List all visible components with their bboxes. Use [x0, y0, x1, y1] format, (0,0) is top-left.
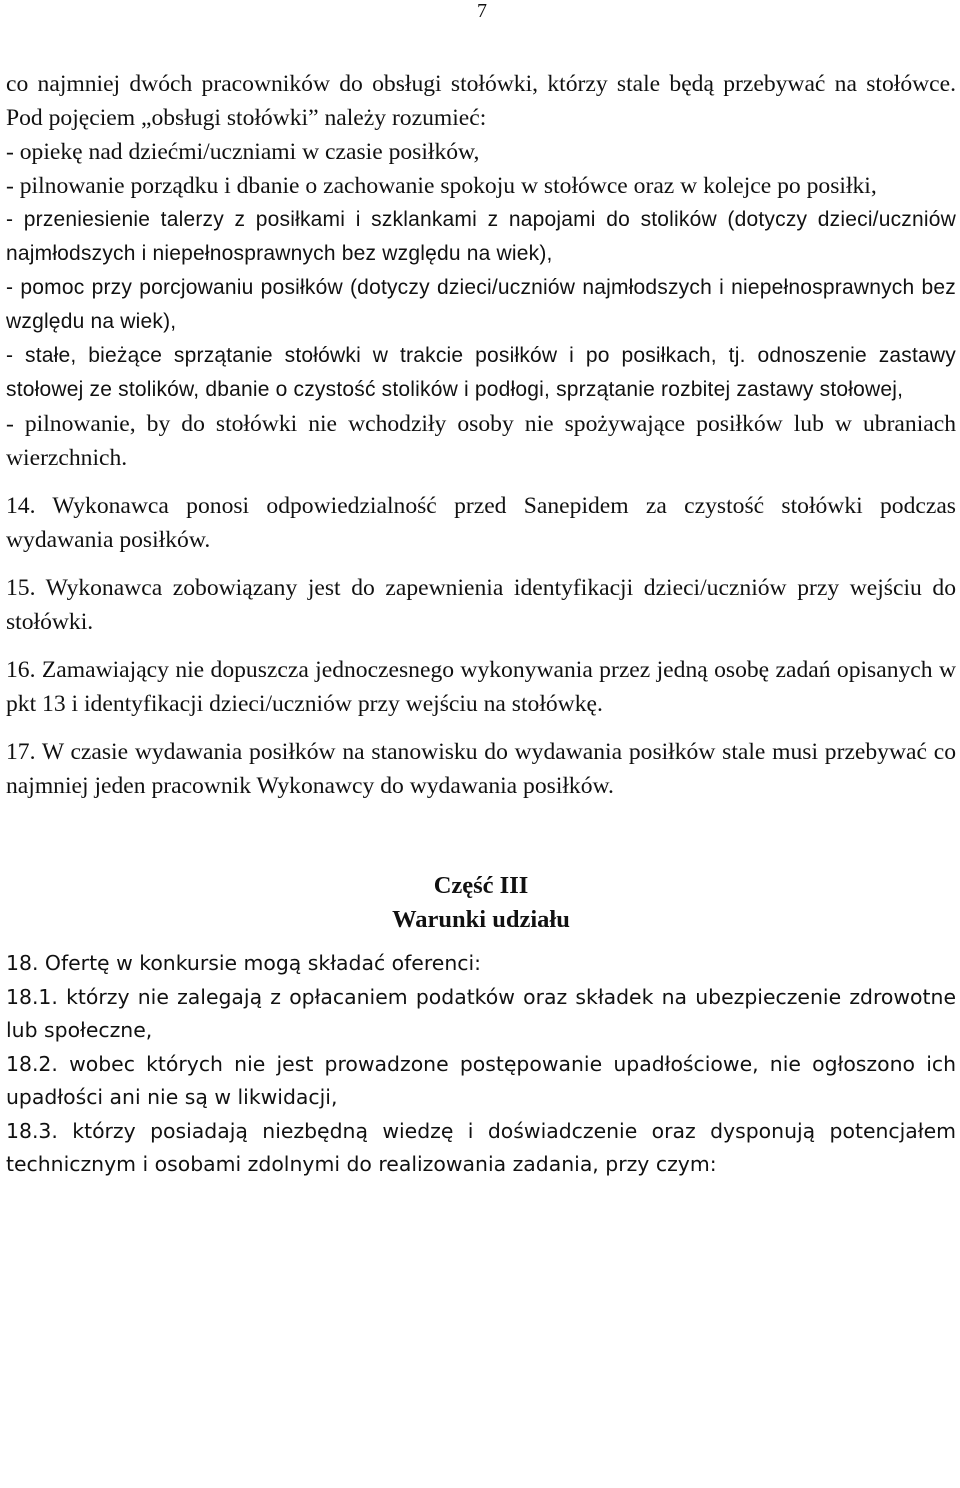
duty-carry-item: - przeniesienie talerzy z posiłkami i szklankami z napojami do stolików (dotyczy dzieci/uczniów najmłodszych i niepełnosprawnych bez względu na wiek), [6, 208, 956, 265]
section-subtitle: Warunki udziału [392, 906, 570, 933]
document-body [6, 67, 956, 1182]
point-14: 14. Wykonawca ponosi odpowiedzialność przed Sanepidem za czystość stołówki podczas wydawania posiłków. [6, 493, 956, 553]
section-title: Część III [433, 872, 529, 899]
page-number: 7 [477, 0, 487, 22]
point-18-2: 18.2. wobec których nie jest prowadzone postępowanie upadłościowe, nie ogłoszono ich upadłości ani nie są w likwidacji, [6, 1051, 956, 1109]
duty-portion-item: - pomoc przy porcjowaniu posiłków (dotyczy dzieci/uczniów najmłodszych i niepełnosprawnych bez względu na wiek), [6, 276, 956, 333]
point-18-1: 18.1. którzy nie zalegają z opłacaniem podatków oraz składek na ubezpieczenie zdrowotne lub społeczne, [6, 984, 956, 1042]
duty-care-item: - opiekę nad dziećmi/uczniami w czasie posiłków, [6, 139, 480, 165]
duty-cleaning-item: - stałe, bieżące sprzątanie stołówki w trakcie posiłków i po posiłkach, tj. odnoszenie zastawy stołowej ze stolików, dbanie o czystość stolików i podłogi, sprzątanie rozbitej zastawy stołowej, [6, 344, 956, 401]
point-17: 17. W czasie wydawania posiłków na stanowisku do wydawania posiłków stale musi przebywać co najmniej jeden pracownik Wykonawcy do wydawania posiłków. [6, 739, 956, 799]
point-18: 18. Ofertę w konkursie mogą składać oferenci: [6, 951, 481, 975]
point-18-3: 18.3. którzy posiadają niezbędną wiedzę i doświadczenie oraz dysponują potencjałem technicznym i osobami zdolnymi do realizowania zadania, przy czym: [6, 1118, 956, 1176]
duty-supervision-item: - pilnowanie, by do stołówki nie wchodziły osoby nie spożywające posiłków lub w ubraniach wierzchnich. [6, 411, 956, 471]
intro-paragraph: co najmniej dwóch pracowników do obsługi stołówki, którzy stale będą przebywać na stołówce. Pod pojęciem „obsługi stołówki” należy rozumieć: [6, 71, 956, 131]
duty-order-item: - pilnowanie porządku i dbanie o zachowanie spokoju w stołówce oraz w kolejce po posiłki, [6, 173, 877, 199]
point-16: 16. Zamawiający nie dopuszcza jednoczesnego wykonywania przez jedną osobę zadań opisanych w pkt 13 i identyfikacji dzieci/uczniów przy wejściu na stołówkę. [6, 657, 956, 717]
point-15: 15. Wykonawca zobowiązany jest do zapewnienia identyfikacji dzieci/uczniów przy wejściu do stołówki. [6, 575, 956, 635]
